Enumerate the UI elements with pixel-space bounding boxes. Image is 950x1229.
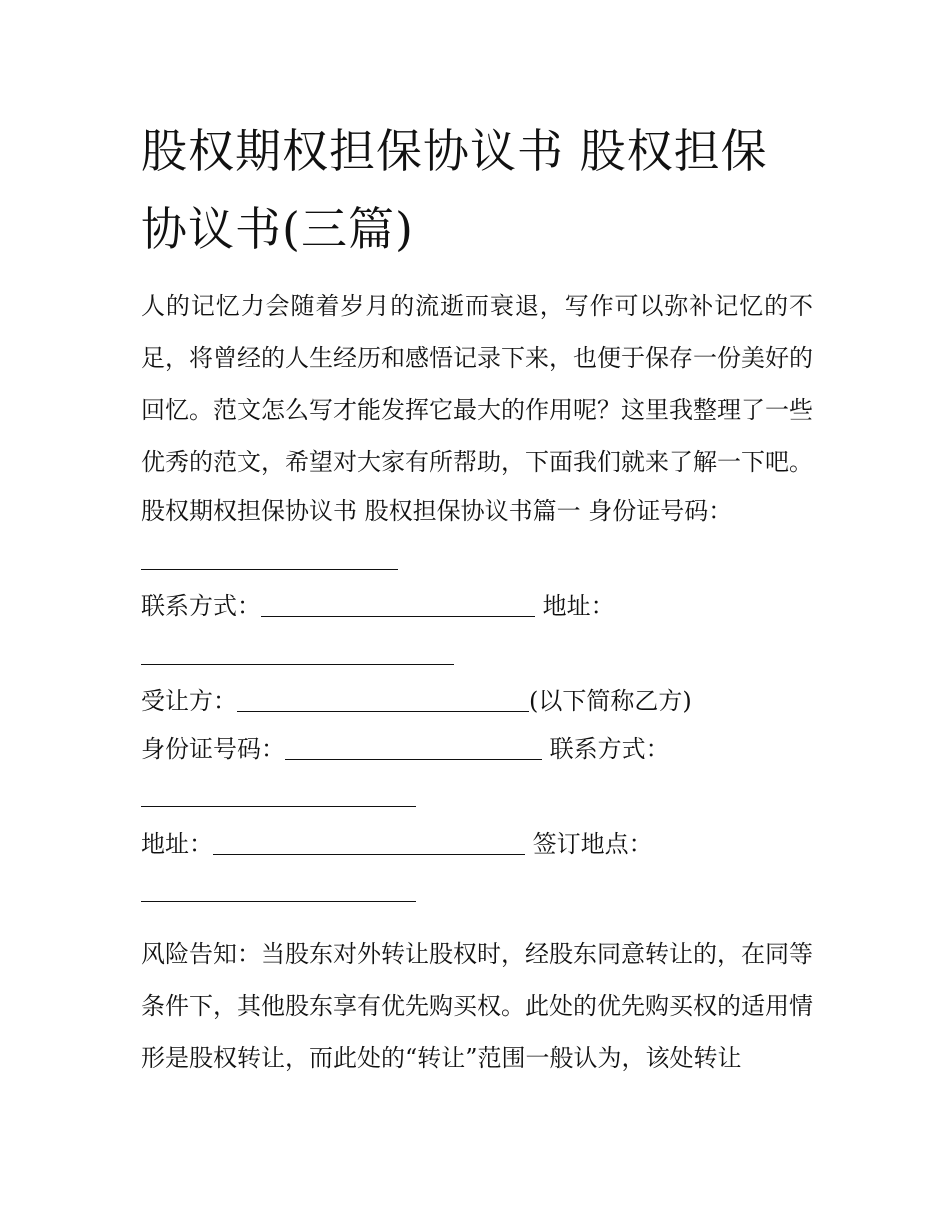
id-label-2: 身份证号码： (141, 734, 285, 763)
signing-place-label: 签订地点： (532, 829, 653, 858)
address-blank-2 (213, 830, 525, 855)
title-line-2: 协议书(三篇) (141, 202, 414, 256)
document-page (141, 112, 813, 1084)
id-blank-2 (285, 735, 542, 760)
section-heading: 股权期权担保协议书 股权担保协议书篇一 身份证号码： (141, 497, 733, 525)
address-line (141, 631, 813, 679)
contact-blank-2 (141, 782, 416, 807)
transferee-blank (237, 687, 529, 712)
address-label-2: 地址： (141, 829, 213, 858)
title-line-1: 股权期权担保协议书 股权担保 (141, 124, 768, 178)
transferee-label: 受让方： (141, 687, 237, 715)
contact-blank (261, 592, 535, 617)
id-number-line (141, 536, 813, 584)
contact-label-2: 联系方式： (549, 734, 670, 763)
address-label: 地址： (542, 592, 615, 620)
transferee-suffix: (以下简称乙方) (529, 687, 692, 715)
signing-place-line (141, 868, 813, 916)
intro-paragraph: 人的记忆力会随着岁月的流逝而衰退，写作可以弥补记忆的不足，将曾经的人生经历和感悟记录下来，也便于保存一份美好的回忆。范文怎么写才能发挥它最大的作用呢？这里我整理了一些优秀的范文，希望对大家有所帮助，下面我们就来了解一下吧。 (141, 292, 813, 476)
address-blank (141, 640, 454, 665)
id-number-blank (141, 545, 398, 570)
contact-label: 联系方式： (141, 592, 261, 620)
document-title (141, 112, 813, 268)
risk-notice-paragraph: 风险告知：当股东对外转让股权时，经股东同意转让的，在同等条件下，其他股东享有优先购买权。此处的优先购买权的适用情形是股权转让，而此处的“转让”范围一般认为，该处转让 (141, 939, 813, 1072)
contact-line (141, 583, 813, 631)
transferee-line (141, 678, 813, 726)
id-line-2 (141, 726, 813, 774)
contact-line-2 (141, 773, 813, 821)
address-line-2 (141, 821, 813, 869)
signing-place-blank (141, 877, 416, 902)
